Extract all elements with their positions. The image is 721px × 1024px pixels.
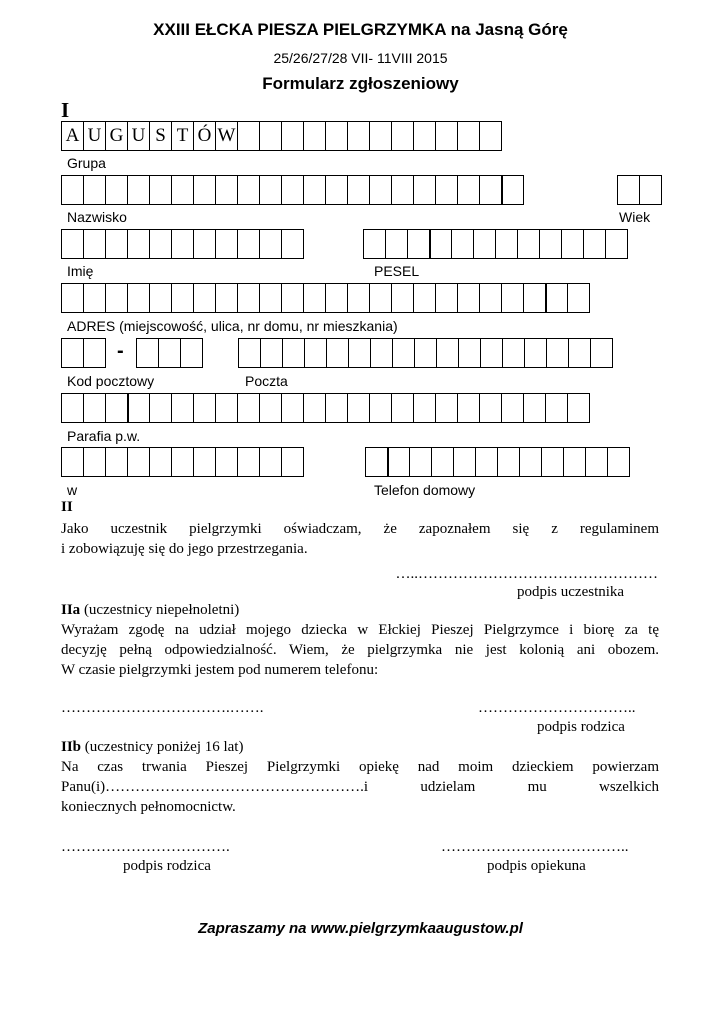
- input-box[interactable]: [414, 338, 437, 368]
- input-box[interactable]: [149, 447, 172, 477]
- text-word: wszelkich: [598, 779, 659, 795]
- input-box[interactable]: [259, 393, 282, 423]
- postal-code-label: Kod pocztowy: [67, 373, 155, 389]
- input-box[interactable]: [237, 393, 260, 423]
- input-box[interactable]: [479, 175, 502, 205]
- input-box[interactable]: [563, 447, 586, 477]
- section-2b-text-line1: Na czas trwania Pieszej Pielgrzymki opiekę nad moim dzieckiem powierzam: [61, 759, 659, 775]
- input-box[interactable]: [495, 229, 518, 259]
- input-box[interactable]: [391, 393, 414, 423]
- input-box[interactable]: [105, 175, 128, 205]
- input-box[interactable]: W: [215, 121, 238, 151]
- input-box[interactable]: [541, 447, 564, 477]
- section-2a-label: IIa: [61, 602, 81, 618]
- input-box[interactable]: [260, 338, 283, 368]
- input-box[interactable]: [105, 393, 128, 423]
- section-2b-heading: [61, 737, 243, 757]
- first-name-label: Imię: [67, 263, 94, 279]
- input-box[interactable]: [639, 175, 662, 205]
- input-box[interactable]: [605, 229, 628, 259]
- input-box[interactable]: [171, 283, 194, 313]
- input-box[interactable]: [61, 175, 84, 205]
- input-box[interactable]: [158, 338, 181, 368]
- group-label: Grupa: [67, 155, 106, 171]
- input-box[interactable]: [369, 393, 392, 423]
- input-box[interactable]: [369, 175, 392, 205]
- guardian-signature-label: podpis opiekuna: [487, 858, 586, 874]
- input-box[interactable]: [409, 447, 432, 477]
- input-box[interactable]: [149, 175, 172, 205]
- input-box[interactable]: Ó: [193, 121, 216, 151]
- input-box[interactable]: [83, 229, 106, 259]
- pesel-label: PESEL: [374, 263, 420, 279]
- parish-field[interactable]: [61, 393, 590, 423]
- input-box[interactable]: [149, 229, 172, 259]
- input-box[interactable]: [347, 283, 370, 313]
- input-box[interactable]: [479, 121, 502, 151]
- pesel-field[interactable]: [363, 229, 628, 259]
- input-box[interactable]: [215, 229, 238, 259]
- input-box[interactable]: [237, 283, 260, 313]
- input-box[interactable]: [585, 447, 608, 477]
- input-box[interactable]: [281, 447, 304, 477]
- input-box[interactable]: [524, 338, 547, 368]
- age-field[interactable]: [617, 175, 662, 205]
- input-box[interactable]: [237, 447, 260, 477]
- input-box[interactable]: [83, 393, 106, 423]
- input-box[interactable]: [127, 229, 150, 259]
- input-box[interactable]: [325, 393, 348, 423]
- parent-signature-line-2[interactable]: …………………………….: [61, 839, 230, 855]
- section-2b-text-line2: [61, 777, 659, 797]
- post-office-label: Poczta: [245, 373, 288, 389]
- form-title-main: XXIII EŁCKA PIESZA PIELGRZYMKA na Jasną Górę: [153, 20, 568, 39]
- input-box[interactable]: [546, 338, 569, 368]
- input-box[interactable]: [502, 338, 525, 368]
- input-box[interactable]: [457, 121, 480, 151]
- input-box[interactable]: [303, 121, 326, 151]
- parent-signature-label: podpis rodzica: [537, 719, 625, 735]
- input-box[interactable]: U: [83, 121, 106, 151]
- input-box[interactable]: [325, 283, 348, 313]
- input-box[interactable]: [61, 283, 84, 313]
- input-box[interactable]: [281, 175, 304, 205]
- section-2b-label: IIb: [61, 739, 82, 755]
- section-2a-sublabel: (uczestnicy niepełnoletni): [83, 602, 240, 618]
- input-box[interactable]: [303, 283, 326, 313]
- parent-phone-line[interactable]: …………………………….…….: [61, 700, 264, 716]
- input-box[interactable]: [568, 338, 591, 368]
- input-box[interactable]: [413, 175, 436, 205]
- footer-invitation: Zapraszamy na www.pielgrzymkaaugustow.pl: [198, 920, 523, 937]
- input-box[interactable]: [436, 338, 459, 368]
- input-box[interactable]: [61, 393, 84, 423]
- input-box[interactable]: [105, 447, 128, 477]
- input-box[interactable]: [391, 121, 414, 151]
- guardian-signature-line[interactable]: ………………………………..: [441, 839, 629, 855]
- pilgrimage-dates: 25/26/27/28 VII- 11VIII 2015: [273, 50, 448, 66]
- input-box[interactable]: [517, 229, 540, 259]
- input-box[interactable]: [407, 229, 430, 259]
- input-box[interactable]: [171, 175, 194, 205]
- input-box[interactable]: [391, 175, 414, 205]
- section-2-label: II: [61, 499, 73, 515]
- parish-location-label: w: [67, 482, 78, 498]
- input-box[interactable]: S: [149, 121, 172, 151]
- input-box[interactable]: [149, 393, 172, 423]
- input-box[interactable]: [127, 283, 150, 313]
- input-box[interactable]: [391, 283, 414, 313]
- input-box[interactable]: [347, 175, 370, 205]
- input-box[interactable]: [413, 121, 436, 151]
- input-box[interactable]: [83, 338, 106, 368]
- input-box[interactable]: [193, 175, 216, 205]
- input-box[interactable]: [215, 447, 238, 477]
- input-box[interactable]: [61, 447, 84, 477]
- input-box[interactable]: [369, 283, 392, 313]
- group-field[interactable]: [61, 121, 502, 151]
- input-box[interactable]: [385, 229, 408, 259]
- input-box[interactable]: [127, 393, 150, 423]
- input-box[interactable]: [347, 393, 370, 423]
- input-box[interactable]: [215, 393, 238, 423]
- input-box[interactable]: [193, 447, 216, 477]
- home-phone-field[interactable]: [365, 447, 630, 477]
- input-box[interactable]: [282, 338, 305, 368]
- input-box[interactable]: [259, 447, 282, 477]
- input-box[interactable]: [369, 121, 392, 151]
- input-box[interactable]: [105, 283, 128, 313]
- input-box[interactable]: [567, 393, 590, 423]
- input-box[interactable]: [259, 229, 282, 259]
- input-box[interactable]: [413, 393, 436, 423]
- input-box[interactable]: [497, 447, 520, 477]
- input-box[interactable]: [457, 175, 480, 205]
- input-box[interactable]: [237, 175, 260, 205]
- input-box[interactable]: [238, 338, 261, 368]
- input-box[interactable]: [61, 338, 84, 368]
- input-box[interactable]: [347, 121, 370, 151]
- input-box[interactable]: [475, 447, 498, 477]
- participant-signature-line[interactable]: …..…………………………………………: [395, 566, 658, 582]
- input-box[interactable]: [61, 229, 84, 259]
- input-box[interactable]: [180, 338, 203, 368]
- parent-signature-label-2: podpis rodzica: [123, 858, 211, 874]
- input-box[interactable]: [281, 229, 304, 259]
- input-box[interactable]: [281, 283, 304, 313]
- age-label: Wiek: [619, 209, 651, 225]
- input-box[interactable]: [607, 447, 630, 477]
- input-box[interactable]: [193, 229, 216, 259]
- input-box[interactable]: [237, 121, 260, 151]
- surname-label: Nazwisko: [67, 209, 127, 225]
- input-box[interactable]: [539, 229, 562, 259]
- input-box[interactable]: [281, 121, 304, 151]
- input-box[interactable]: [303, 175, 326, 205]
- input-box[interactable]: [435, 393, 458, 423]
- section-2-text-line1: Jako uczestnik pielgrzymki oświadczam, że zapoznałem się z regulaminem: [61, 521, 659, 537]
- parish-label: Parafia p.w.: [67, 428, 141, 444]
- input-box[interactable]: [171, 229, 194, 259]
- parent-signature-line[interactable]: …………………………..: [478, 700, 636, 716]
- input-box[interactable]: [480, 338, 503, 368]
- input-box[interactable]: G: [105, 121, 128, 151]
- input-box[interactable]: [435, 121, 458, 151]
- input-box[interactable]: [215, 175, 238, 205]
- postal-code-part1-field[interactable]: [61, 338, 106, 368]
- section-2b-text-line3: koniecznych pełnomocnictw.: [61, 799, 236, 815]
- input-box[interactable]: [561, 229, 584, 259]
- input-box[interactable]: [136, 338, 159, 368]
- input-box[interactable]: [237, 229, 260, 259]
- input-box[interactable]: [453, 447, 476, 477]
- input-box[interactable]: [127, 447, 150, 477]
- input-box[interactable]: [473, 229, 496, 259]
- input-box[interactable]: [435, 175, 458, 205]
- input-box[interactable]: U: [127, 121, 150, 151]
- section-2-text-line2: i zobowiązuję się do jego przestrzegania.: [61, 541, 308, 557]
- input-box[interactable]: [451, 229, 474, 259]
- home-phone-label: Telefon domowy: [374, 482, 476, 498]
- section-2a-text-line2: decyzję pełną odpowiedzialność. Wiem, że pielgrzymka nie jest kolonią ani obozem.: [61, 642, 659, 658]
- input-box[interactable]: [325, 121, 348, 151]
- input-box[interactable]: T: [171, 121, 194, 151]
- participant-signature-label: podpis uczestnika: [517, 584, 625, 600]
- input-box[interactable]: [501, 283, 524, 313]
- input-box[interactable]: [325, 175, 348, 205]
- parish-location-field[interactable]: [61, 447, 304, 477]
- input-box[interactable]: [171, 393, 194, 423]
- input-box[interactable]: [303, 393, 326, 423]
- post-office-field[interactable]: [238, 338, 613, 368]
- input-box[interactable]: [519, 447, 542, 477]
- section-2a-text-line1: Wyrażam zgodę na udział mojego dziecka w Ełckiej Pieszej Pielgrzymce i biorę za tę: [61, 622, 659, 638]
- input-box[interactable]: [83, 283, 106, 313]
- section-2b-sublabel: (uczestnicy poniżej 16 lat): [84, 739, 244, 755]
- input-box[interactable]: [457, 393, 480, 423]
- input-box[interactable]: [171, 447, 194, 477]
- input-box[interactable]: [479, 283, 502, 313]
- input-box[interactable]: [127, 175, 150, 205]
- input-box[interactable]: [326, 338, 349, 368]
- section-2a-text-line3: W czasie pielgrzymki jestem pod numerem telefonu:: [61, 662, 379, 678]
- input-box[interactable]: [83, 447, 106, 477]
- input-box[interactable]: [501, 175, 524, 205]
- input-box[interactable]: [583, 229, 606, 259]
- surname-field[interactable]: [61, 175, 524, 205]
- input-box[interactable]: [370, 338, 393, 368]
- first-name-field[interactable]: [61, 229, 304, 259]
- input-box[interactable]: [431, 447, 454, 477]
- input-box[interactable]: [259, 283, 282, 313]
- input-box[interactable]: [458, 338, 481, 368]
- input-box[interactable]: [590, 338, 613, 368]
- postal-code-separator: -: [117, 340, 124, 362]
- input-box[interactable]: [105, 229, 128, 259]
- input-box[interactable]: [523, 283, 546, 313]
- input-box[interactable]: [413, 283, 436, 313]
- input-box[interactable]: [193, 283, 216, 313]
- input-box[interactable]: [429, 229, 452, 259]
- input-box[interactable]: [387, 447, 410, 477]
- input-box[interactable]: [281, 393, 304, 423]
- guardian-name-line[interactable]: Panu(i)…………………………………………….i: [61, 779, 369, 795]
- form-subtitle: Formularz zgłoszeniowy: [262, 74, 459, 93]
- input-box[interactable]: [617, 175, 640, 205]
- postal-code-part2-field[interactable]: [136, 338, 203, 368]
- input-box[interactable]: [567, 283, 590, 313]
- address-label: ADRES (miejscowość, ulica, nr domu, nr mieszkania): [67, 318, 398, 334]
- input-box[interactable]: A: [61, 121, 84, 151]
- input-box[interactable]: [259, 175, 282, 205]
- input-box[interactable]: [392, 338, 415, 368]
- input-box[interactable]: [363, 229, 386, 259]
- input-box[interactable]: [365, 447, 388, 477]
- input-box[interactable]: [501, 393, 524, 423]
- input-box[interactable]: [83, 175, 106, 205]
- input-box[interactable]: [523, 393, 546, 423]
- input-box[interactable]: [435, 283, 458, 313]
- input-box[interactable]: [304, 338, 327, 368]
- input-box[interactable]: [215, 283, 238, 313]
- input-box[interactable]: [457, 283, 480, 313]
- input-box[interactable]: [193, 393, 216, 423]
- section-2a-heading: [61, 600, 239, 620]
- text-word: mu: [527, 779, 547, 795]
- input-box[interactable]: [545, 393, 568, 423]
- input-box[interactable]: [479, 393, 502, 423]
- section-1-label: I: [61, 98, 70, 122]
- input-box[interactable]: [149, 283, 172, 313]
- text-word: udzielam: [420, 779, 476, 795]
- input-box[interactable]: [259, 121, 282, 151]
- address-field[interactable]: [61, 283, 590, 313]
- input-box[interactable]: [545, 283, 568, 313]
- input-box[interactable]: [348, 338, 371, 368]
